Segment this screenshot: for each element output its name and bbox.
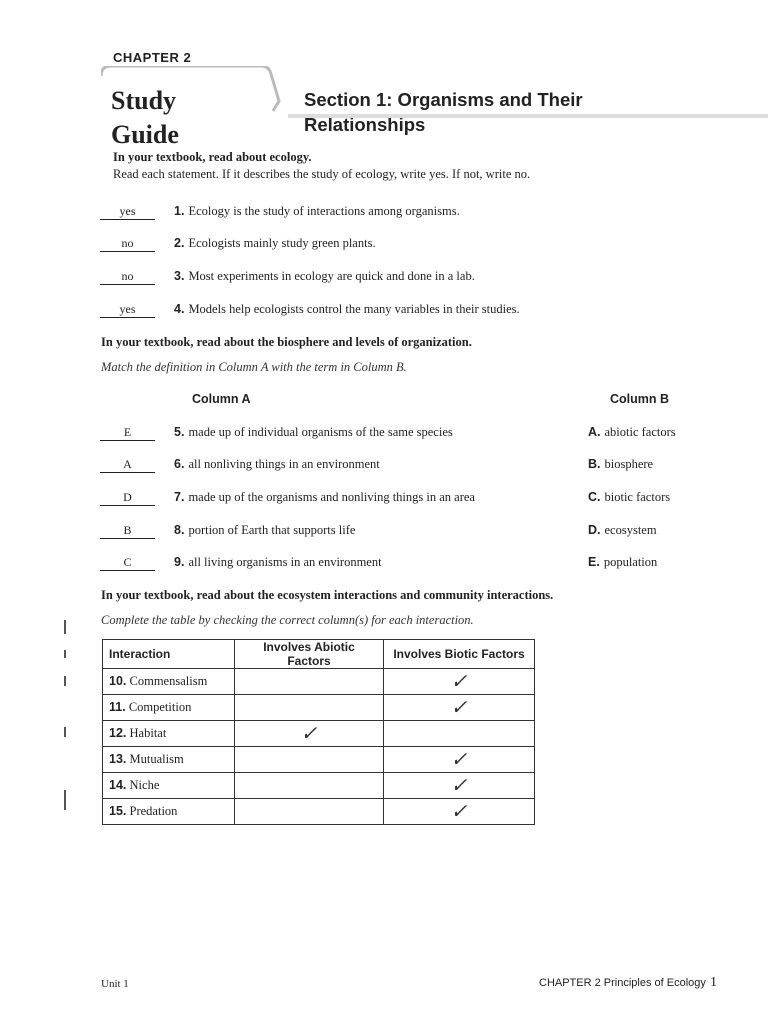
check-mark: ✓ bbox=[450, 774, 468, 797]
term-item: A. abiotic factors bbox=[588, 425, 676, 439]
answer-field[interactable]: C bbox=[100, 555, 155, 571]
item-text: portion of Earth that supports life bbox=[188, 523, 356, 537]
item-number: 3. bbox=[174, 269, 185, 283]
section-title: Section 1: Organisms and Their Relationships bbox=[304, 89, 583, 135]
answer-field[interactable]: no bbox=[100, 269, 155, 285]
row-number: 10. bbox=[109, 674, 127, 688]
page-number: 1 bbox=[710, 975, 717, 990]
footer-unit: Unit 1 bbox=[101, 978, 129, 990]
interaction-name: Niche bbox=[129, 778, 160, 792]
chapter-label: CHAPTER 2 bbox=[113, 50, 192, 65]
interaction-name: Competition bbox=[128, 700, 192, 714]
item-number: 1. bbox=[174, 204, 185, 218]
column-a-header: Column A bbox=[192, 392, 251, 406]
check-mark: ✓ bbox=[450, 800, 468, 823]
item-text: Ecology is the study of interactions among organisms. bbox=[188, 204, 460, 218]
interaction-name: Predation bbox=[129, 804, 178, 818]
part1-instruction: Read each statement. If it describes the study of ecology, write yes. If not, write no. bbox=[113, 167, 531, 181]
item-number: 8. bbox=[174, 523, 185, 537]
check-mark: ✓ bbox=[450, 670, 468, 693]
check-mark: ✓ bbox=[300, 722, 318, 745]
answer-field[interactable]: A bbox=[100, 457, 155, 473]
item-number: 6. bbox=[174, 457, 185, 471]
item-text: all living organisms in an environment bbox=[188, 555, 382, 569]
item-text: made up of individual organisms of the same species bbox=[188, 425, 453, 439]
abiotic-cell[interactable] bbox=[235, 695, 384, 721]
footer-chapter: CHAPTER 2 Principles of Ecology bbox=[539, 977, 706, 989]
answer-field[interactable]: no bbox=[100, 236, 155, 252]
table-row bbox=[103, 799, 535, 825]
list-item bbox=[100, 269, 475, 287]
margin-mark bbox=[64, 676, 66, 686]
item-number: 2. bbox=[174, 236, 185, 250]
abiotic-cell[interactable] bbox=[235, 773, 384, 799]
header-interaction: Interaction bbox=[103, 640, 235, 669]
margin-mark bbox=[64, 650, 66, 658]
row-number: 11. bbox=[109, 700, 126, 714]
list-item bbox=[100, 555, 382, 573]
answer-field[interactable]: B bbox=[100, 523, 155, 539]
row-number: 12. bbox=[109, 726, 127, 740]
list-item bbox=[100, 302, 520, 320]
part1-heading: In your textbook, read about ecology. bbox=[113, 150, 312, 164]
interaction-name: Habitat bbox=[129, 726, 167, 740]
biotic-cell[interactable] bbox=[384, 773, 535, 799]
study-guide-title: Study Guide bbox=[111, 86, 179, 149]
part2-instruction: Match the definition in Column A with the term in Column B. bbox=[101, 360, 407, 374]
item-text: Most experiments in ecology are quick and done in a lab. bbox=[188, 269, 475, 283]
item-text: Ecologists mainly study green plants. bbox=[188, 236, 376, 250]
check-mark: ✓ bbox=[450, 748, 468, 771]
table-row bbox=[103, 773, 535, 799]
term-item: E. population bbox=[588, 555, 658, 569]
check-mark: ✓ bbox=[450, 696, 468, 719]
header-abiotic: Involves Abiotic Factors bbox=[235, 640, 384, 669]
row-number: 14. bbox=[109, 778, 127, 792]
column-b-header: Column B bbox=[610, 392, 670, 406]
header-rule bbox=[288, 112, 768, 120]
abiotic-cell[interactable] bbox=[235, 669, 384, 695]
interactions-table bbox=[102, 639, 535, 825]
margin-mark bbox=[64, 620, 66, 634]
table-row bbox=[103, 695, 535, 721]
term-item: D. ecosystem bbox=[588, 523, 657, 537]
abiotic-cell[interactable] bbox=[235, 747, 384, 773]
list-item bbox=[100, 490, 475, 508]
answer-field[interactable]: D bbox=[100, 490, 155, 506]
row-number: 13. bbox=[109, 752, 127, 766]
margin-mark bbox=[64, 790, 66, 810]
biotic-cell[interactable] bbox=[384, 799, 535, 825]
item-text: made up of the organisms and nonliving things in an area bbox=[188, 490, 475, 504]
table-row bbox=[103, 721, 535, 747]
part3-heading: In your textbook, read about the ecosystem interactions and community interactions. bbox=[101, 588, 554, 602]
table-header-row bbox=[103, 640, 535, 669]
item-number: 4. bbox=[174, 302, 185, 316]
item-number: 9. bbox=[174, 555, 185, 569]
item-text: all nonliving things in an environment bbox=[188, 457, 380, 471]
item-text: Models help ecologists control the many variables in their studies. bbox=[188, 302, 520, 316]
answer-field[interactable]: yes bbox=[100, 204, 155, 220]
row-number: 15. bbox=[109, 804, 127, 818]
biotic-cell[interactable] bbox=[384, 695, 535, 721]
part3-instruction: Complete the table by checking the correct column(s) for each interaction. bbox=[101, 613, 474, 627]
list-item bbox=[100, 204, 460, 222]
interaction-name: Commensalism bbox=[129, 674, 208, 688]
list-item bbox=[100, 236, 376, 254]
term-item: B. biosphere bbox=[588, 457, 654, 471]
biotic-cell[interactable] bbox=[384, 669, 535, 695]
margin-mark bbox=[64, 727, 66, 737]
item-number: 7. bbox=[174, 490, 185, 504]
list-item bbox=[100, 523, 355, 541]
term-item: C. biotic factors bbox=[588, 490, 671, 504]
abiotic-cell[interactable] bbox=[235, 721, 384, 747]
item-number: 5. bbox=[174, 425, 185, 439]
biotic-cell[interactable] bbox=[384, 721, 535, 747]
table-row bbox=[103, 747, 535, 773]
answer-field[interactable]: E bbox=[100, 425, 155, 441]
interaction-name: Mutualism bbox=[129, 752, 184, 766]
table-row bbox=[103, 669, 535, 695]
part2-heading: In your textbook, read about the biosphere and levels of organization. bbox=[101, 335, 472, 349]
answer-field[interactable]: yes bbox=[100, 302, 155, 318]
biotic-cell[interactable] bbox=[384, 747, 535, 773]
header-biotic: Involves Biotic Factors bbox=[384, 640, 535, 669]
abiotic-cell[interactable] bbox=[235, 799, 384, 825]
list-item bbox=[100, 457, 380, 475]
list-item bbox=[100, 425, 453, 443]
